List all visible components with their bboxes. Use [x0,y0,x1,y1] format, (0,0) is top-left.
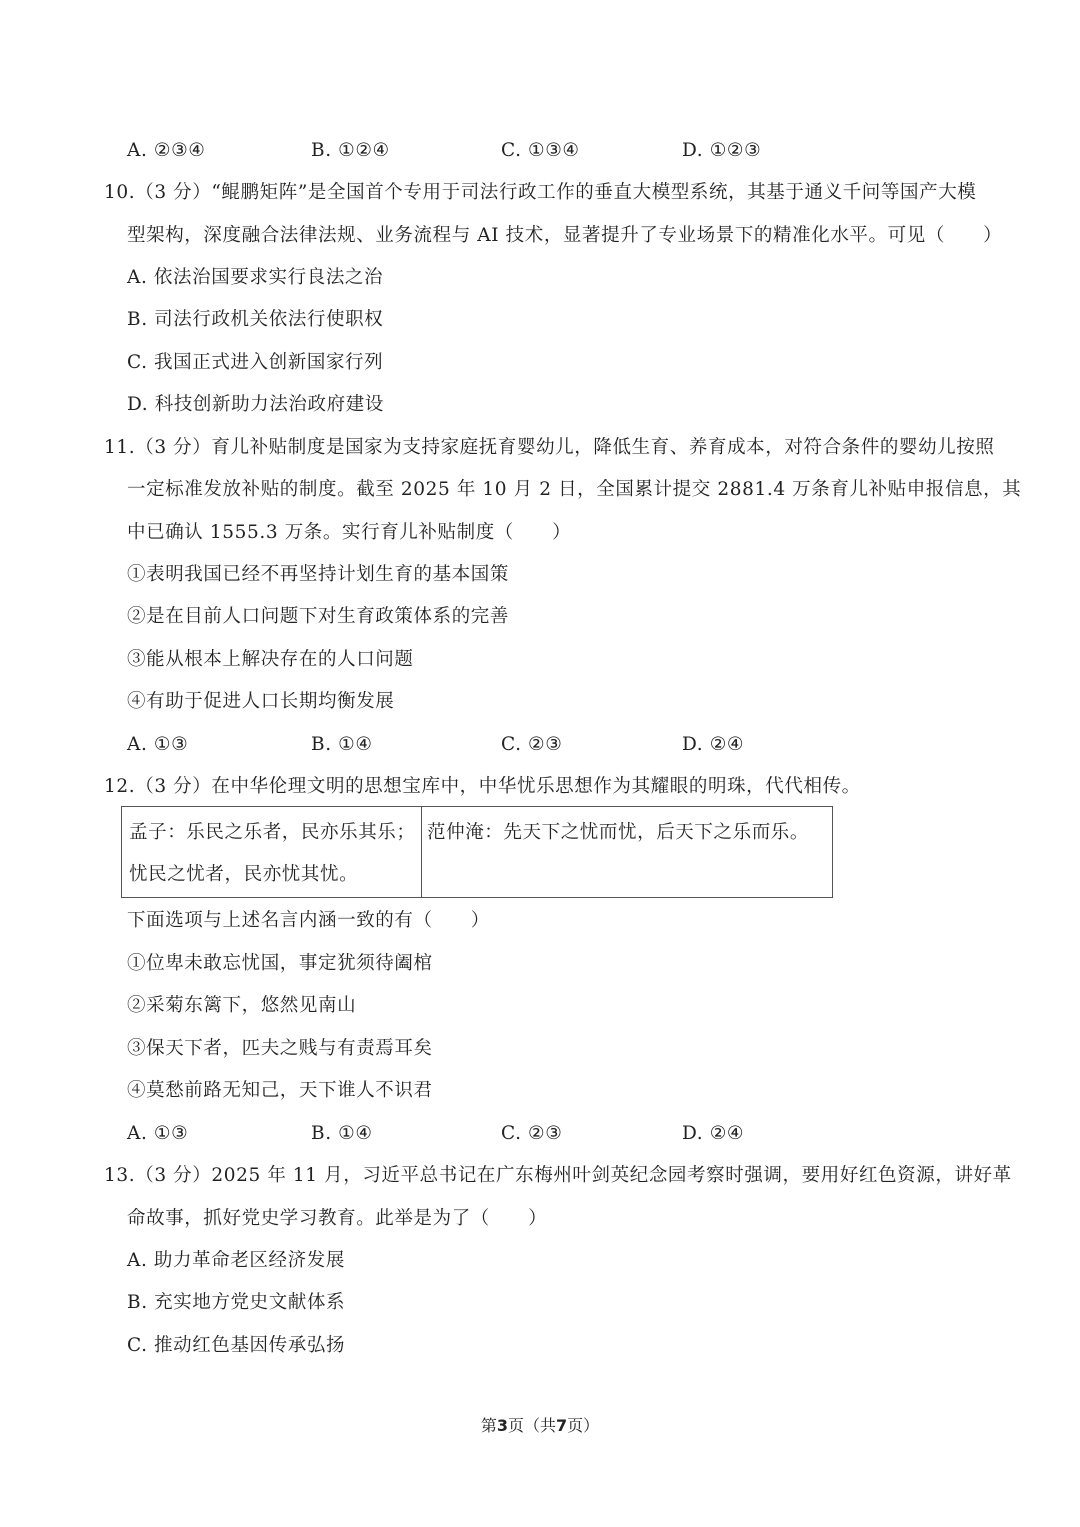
page-footer [0,1415,1080,1437]
q13-option-c: C. 推动红色基因传承弘扬 [127,1335,346,1356]
q12-option-c: C. ②③ [501,1123,563,1144]
q10-stem-line-2: 型架构，深度融合法律法规、业务流程与 AI 技术，显著提升了专业场景下的精准化水平。可见（ ） [127,225,1003,246]
table-divider [421,807,422,897]
footer-suffix: 页） [567,1416,600,1435]
q11-statement-4: ④有助于促进人口长期均衡发展 [127,691,395,712]
footer-prefix: 第 [480,1416,497,1435]
footer-total-pages: 7 [556,1416,568,1435]
q11-statement-2: ②是在目前人口问题下对生育政策体系的完善 [127,606,510,627]
q11-option-a: A. ①③ [127,734,189,755]
q12-statement-2: ②采菊东篱下，悠然见南山 [127,995,357,1016]
q11-option-b: B. ①④ [311,734,373,755]
q12-stem-line-1: 12.（3 分）在中华伦理文明的思想宝库中，中华忧乐思想作为其耀眼的明珠，代代相传。 [104,776,861,797]
q13-stem-line-1: 13.（3 分）2025 年 11 月，习近平总书记在广东梅州叶剑英纪念园考察时强调，要用好红色资源，讲好革 [104,1165,1012,1186]
q12-prompt: 下面选项与上述名言内涵一致的有（ ） [127,910,490,931]
q11-stem-line-3: 中已确认 1555.3 万条。实行育儿补贴制度（ ） [127,522,572,543]
q12-option-d: D. ②④ [682,1123,745,1144]
q11-stem-line-1: 11.（3 分）育儿补贴制度是国家为支持家庭抚育婴幼儿，降低生育、养育成本，对符合条件的婴幼儿按照 [104,437,995,458]
q10-option-d: D. 科技创新助力法治政府建设 [127,394,384,415]
q13-option-b: B. 充实地方党史文献体系 [127,1292,346,1313]
q12-statement-4: ④莫愁前路无知己，天下谁人不识君 [127,1080,433,1101]
footer-middle: 页（共 [507,1416,556,1435]
q13-option-a: A. 助力革命老区经济发展 [127,1250,345,1271]
q12-option-a: A. ①③ [127,1123,189,1144]
q13-stem-line-2: 命故事，抓好党史学习教育。此举是为了（ ） [127,1208,548,1229]
q12-statement-3: ③保天下者，匹夫之贱与有责焉耳矣 [127,1038,433,1059]
q9-option-d: D. ①②③ [682,140,762,161]
q11-stem-line-2: 一定标准发放补贴的制度。截至 2025 年 10 月 2 日，全国累计提交 2881.4 万条育儿补贴申报信息，其 [127,479,1022,500]
q10-option-a: A. 依法治国要求实行良法之治 [127,267,384,288]
q10-stem-line-1: 10.（3 分）“鲲鹏矩阵”是全国首个专用于司法行政工作的垂直大模型系统，其基于通义千问等国产大模 [104,182,977,203]
q9-option-c: C. ①③④ [501,140,580,161]
table-right-line-1: 范仲淹：先天下之忧而忧，后天下之乐而乐。 [427,822,810,843]
q9-option-b: B. ①②④ [311,140,390,161]
footer-page-number: 3 [496,1416,508,1435]
quote-table [121,806,833,898]
q11-statement-3: ③能从根本上解决存在的人口问题 [127,649,414,670]
q11-statement-1: ①表明我国已经不再坚持计划生育的基本国策 [127,564,510,585]
q11-option-c: C. ②③ [501,734,563,755]
q12-option-b: B. ①④ [311,1123,373,1144]
q10-option-c: C. 我国正式进入创新国家行列 [127,352,384,373]
q12-statement-1: ①位卑未敢忘忧国，事定犹须待阖棺 [127,953,433,974]
q9-option-a: A. ②③④ [127,140,206,161]
table-left-line-1: 孟子：乐民之乐者，民亦乐其乐； [129,822,416,843]
q11-option-d: D. ②④ [682,734,745,755]
q10-option-b: B. 司法行政机关依法行使职权 [127,309,384,330]
table-left-line-2: 忧民之忧者，民亦忧其忧。 [129,864,359,885]
